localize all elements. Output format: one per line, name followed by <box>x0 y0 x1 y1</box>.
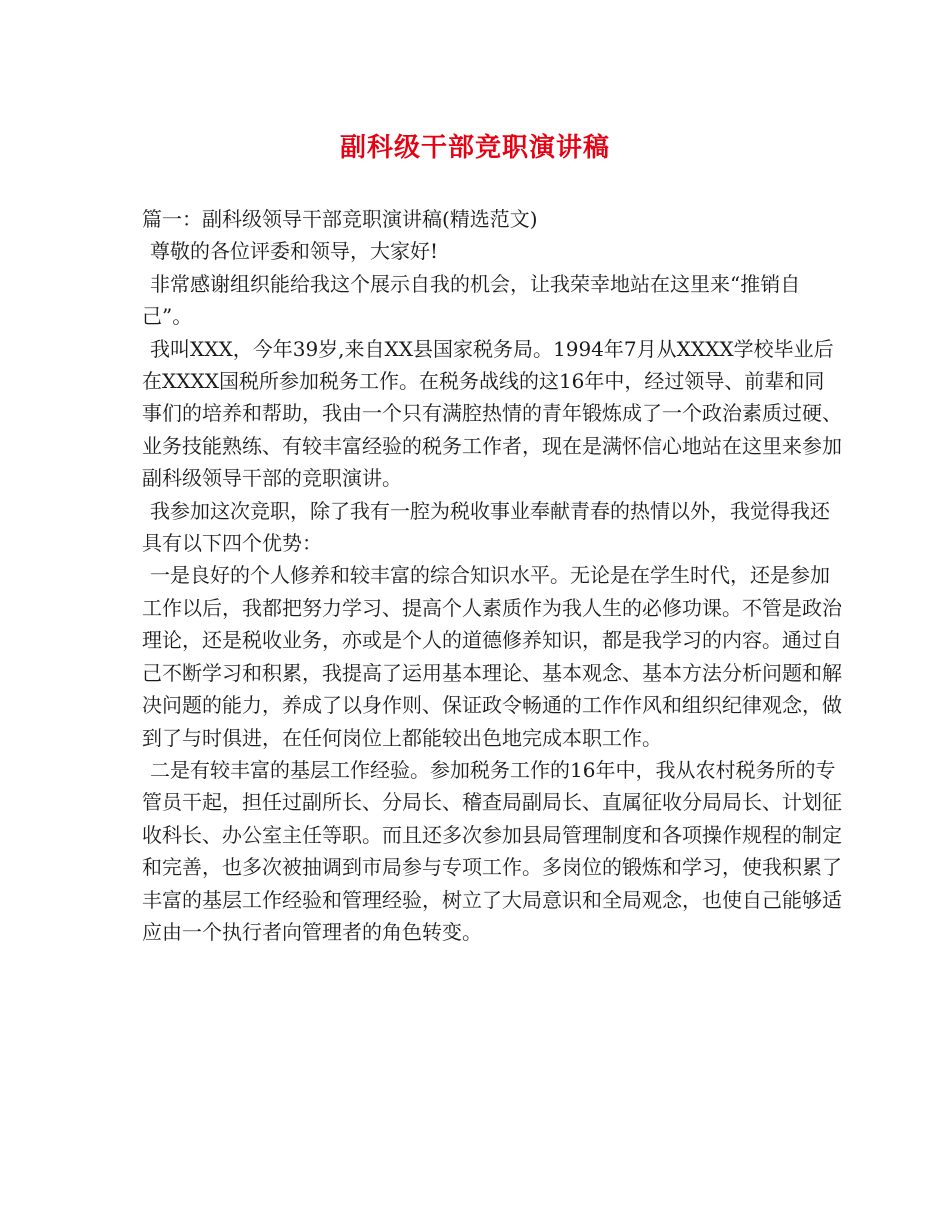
section-heading: 篇一：副科级领导干部竞职演讲稿(精选范文) <box>142 207 538 231</box>
paragraph-thanks: 非常感谢组织能给我这个展示自我的机会，让我荣幸地站在这里来“推销自己”。 <box>142 271 801 329</box>
paragraph-advantages-intro: 我参加这次竞职，除了我有一腔为税收事业奉献青春的热情以外，我觉得我还具有以下四个优势： <box>142 498 830 556</box>
paragraph-introduction: 我叫XXX，今年39岁,来自XX县国家税务局。1994年7月从XXXX学校毕业后在XXXX国税所参加税务工作。在税务战线的这16年中，经过领导、前辈和同事们的培养和帮助，我由一个只有满腔热情的青年锻炼成了一个政治素质过硬、业务技能熟练、有较丰富经验的税务工作者，现在是满怀信心地站在这里来参加副科级领导干部的竞职演讲。 <box>142 336 842 491</box>
paragraph-greeting: 尊敬的各位评委和领导，大家好! <box>150 239 439 264</box>
document-title: 副科级干部竞职演讲稿 <box>339 133 610 163</box>
paragraph-advantage-one: 一是良好的个人修养和较丰富的综合知识水平。无论是在学生时代，还是参加工作以后，我都把努力学习、提高个人素质作为我人生的必修功课。不管是政治理论，还是税收业务，亦或是个人的道德修养知识，都是我学习的内容。通过自己不断学习和积累，我提高了运用基本理论、基本观念、基本方法分析问题和解决问题的能力，养成了以身作则、保证政令畅通的工作作风和组织纪律观念，做到了与时俱进，在任何岗位上都能较出色地完成本职工作。 <box>142 563 842 750</box>
document-body <box>142 203 842 948</box>
paragraph-advantage-two: 二是有较丰富的基层工作经验。参加税务工作的16年中，我从农村税务所的专管员干起，担任过副所长、分局长、稽查局副局长、直属征收分局局长、计划征收科长、办公室主任等职。而且还多次参加县局管理制度和各项操作规程的制定和完善，也多次被抽调到市局参与专项工作。多岗位的锻炼和学习，使我积累了丰富的基层工作经验和管理经验，树立了大局意识和全局观念，也使自己能够适应由一个执行者向管理者的角色转变。 <box>142 757 842 944</box>
